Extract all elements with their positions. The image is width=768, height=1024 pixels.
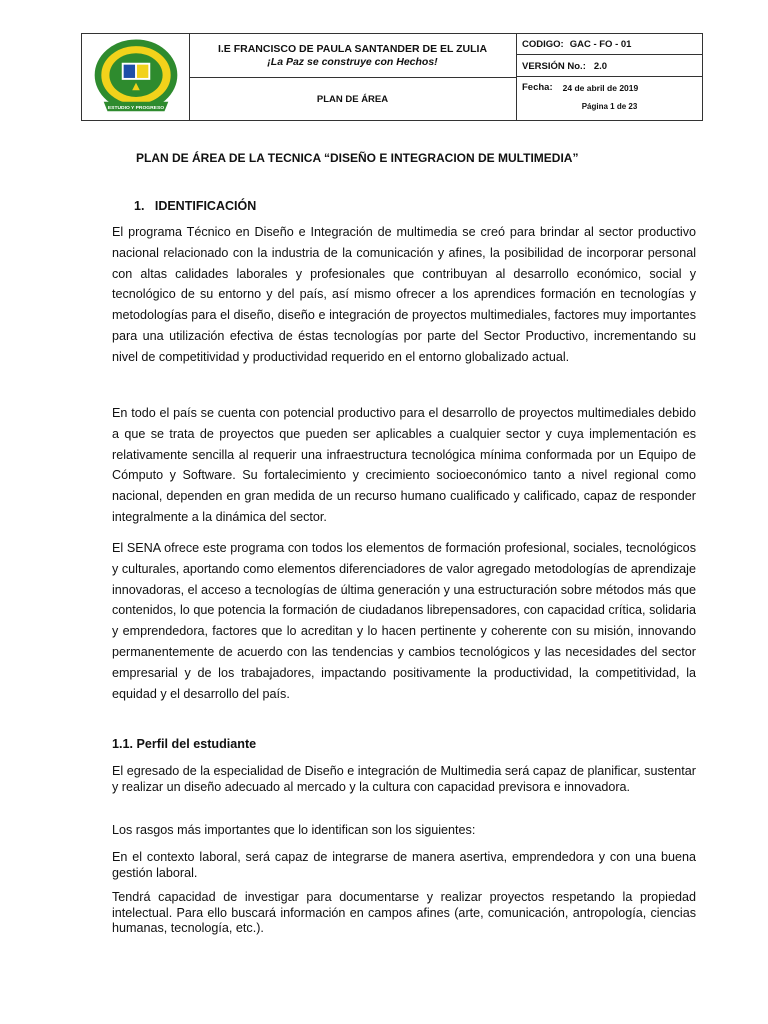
institution-motto: ¡La Paz se construye con Hechos! (267, 56, 438, 68)
paragraph-1: El programa Técnico en Diseño e Integración de multimedia se creó para brindar al sector productivo nacional relacionado con la industria de la comunicación y afines, la posibilidad de incorporar personal con altas calidades laborales y profesionales que contribuyan al desarrollo económico, social y tecnológico de su entorno y del país, así mismo ofrecer a los aprendices formación en tecnologías y metodologías para el diseño, diseño e integración de proyectos multimediales, factores muy importantes para una utilización efectiva de éstas tecnologías por parte del Sector Productivo, incrementando su nivel de competitividad y productividad requerido en el entorno globalizado actual. (112, 225, 696, 364)
codigo-value: GAC - FO - 01 (569, 38, 632, 50)
paragraph-3: El SENA ofrece este programa con todos los elementos de formación profesional, sociales, tecnológicos y culturales, aportando como elementos diferenciadores de valor agregado metodologías de aprendizaje innovadoras, el acceso a tecnologías de última generación y una estructuración sobre métodos más que contenidos, lo que potencia la formación de ciudadanos librepensadores, con capacidad crítica, solidaria y emprendedora, factores que lo acreditan y lo hacen pertinente y coherente con su misión, innovando permanentemente de acuerdo con las tendencias y cambios tecnológicos y las necesidades del sector empresarial y de los trabajadores, impactando positivamente la productividad, la competitividad, la equidad y el desarrollo del país. (112, 541, 696, 701)
paragraph-4: El egresado de la especialidad de Diseño e integración de Multimedia será capaz de planificar, sustentar y realizar un diseño adecuado al mercado y la cultura con capacidad previsora e innovadora. (112, 764, 696, 794)
institution-name: I.E FRANCISCO DE PAULA SANTANDER DE EL ZULIA (217, 43, 488, 55)
version-box (517, 56, 702, 77)
logo-banner-text: ESTUDIO Y PROGRESO (107, 105, 164, 111)
fecha-label: Fecha: (522, 82, 553, 93)
doc-type: PLAN DE ÁREA (316, 93, 389, 105)
school-crest-icon (90, 39, 182, 115)
section-heading-identificacion: 1. IDENTIFICACIÓN (134, 199, 257, 213)
doc-type-box (189, 78, 517, 120)
version-label: VERSIÓN No.: (522, 60, 586, 72)
logo-box (82, 34, 190, 120)
fecha-value: 24 de abril de 2019 (562, 82, 639, 93)
paragraph-6: En el contexto laboral, será capaz de integrarse de manera asertiva, emprendedora y con una buena gestión laboral. (112, 850, 696, 880)
document-title: PLAN DE ÁREA DE LA TECNICA “DISEÑO E INTEGRACION DE MULTIMEDIA” (136, 151, 579, 165)
fecha-box (517, 78, 702, 120)
header-grid (81, 33, 703, 121)
codigo-label: CODIGO: (522, 38, 564, 50)
paragraph-5: Los rasgos más importantes que lo identifican son los siguientes: (112, 823, 476, 837)
pagina-indicator: Página 1 de 23 (581, 102, 638, 111)
codigo-box (517, 34, 702, 55)
institution-box (189, 34, 517, 78)
paragraph-7: Tendrá capacidad de investigar para documentarse y realizar proyectos respetando la propiedad intelectual. Para ello buscará información en campos afines (arte, comunicación, antropología, ciencias humanas, tecnología, etc.). (112, 890, 696, 936)
version-value: 2.0 (593, 60, 608, 72)
subsection-heading-perfil: 1.1. Perfil del estudiante (112, 737, 257, 751)
paragraph-2: En todo el país se cuenta con potencial productivo para el desarrollo de proyectos multimediales debido a que se trata de proyectos que pueden ser aplicables a cualquier sector y cuya implementación es relativamente sencilla al requerir una infraestructura tecnológica mínima conformada por un Equipo de Cómputo y Software. Su fortalecimiento y crecimiento socioeconómico tanto a nivel regional como nacional, dependen en gran medida de un recurso humano cualificado y calificado, capaz de responder integralmente a la dinámica del sector. (112, 406, 696, 524)
